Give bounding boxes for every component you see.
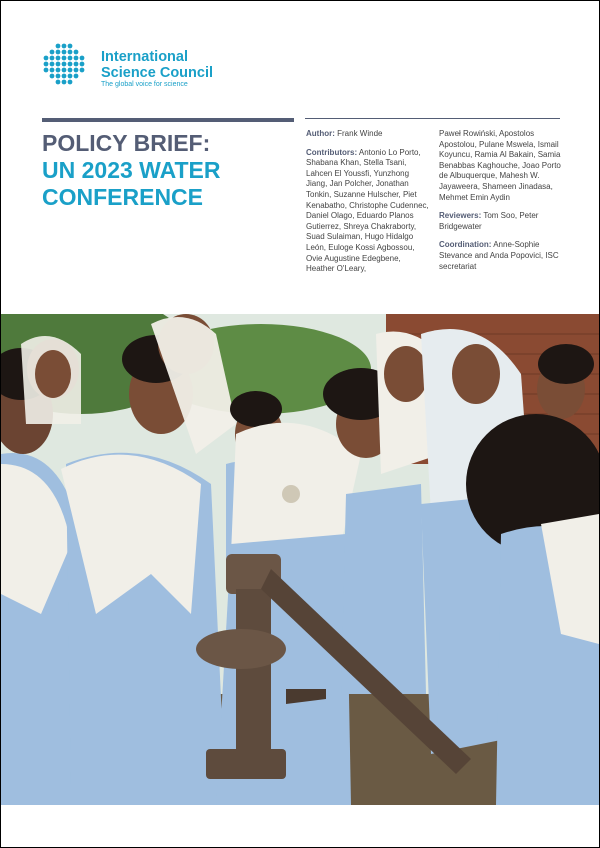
reviewers-names: Tom Soo, Peter Bridgewater: [439, 211, 539, 231]
logo-dot: [68, 56, 73, 61]
logo-dot: [56, 62, 61, 67]
logo-dot: [56, 44, 61, 49]
contributors-continued: [439, 129, 563, 203]
logo-dot: [62, 50, 67, 55]
isc-logo-icon: [42, 42, 86, 86]
logo-dot: [50, 50, 55, 55]
logo-dot: [62, 68, 67, 73]
coordination-label: Coordination:: [439, 240, 492, 250]
title-rule: [42, 118, 294, 122]
logo-dot: [56, 56, 61, 61]
logo-dot: [62, 80, 67, 85]
org-name-line1: International: [101, 49, 189, 65]
title-line1: POLICY BRIEF:: [42, 130, 211, 156]
reviewers-label: Reviewers:: [439, 211, 482, 221]
logo-dot: [56, 80, 61, 85]
credits-column-left: [306, 129, 430, 283]
title-line2: UN 2023 WATER: [42, 157, 221, 183]
title-line3: CONFERENCE: [42, 184, 204, 210]
org-name-line2: Science Council: [101, 65, 214, 81]
logo-dot: [44, 68, 49, 73]
logo-dot: [56, 50, 61, 55]
logo-dot: [62, 56, 67, 61]
logo-dot: [80, 62, 85, 67]
logo-dot: [68, 50, 73, 55]
logo-dot: [62, 62, 67, 67]
logo-dots: [44, 44, 85, 85]
logo-dot: [74, 68, 79, 73]
logo-dot: [62, 74, 67, 79]
logo-dot: [56, 68, 61, 73]
logo-dot: [74, 56, 79, 61]
credits-column-right: [439, 129, 563, 280]
contributors-label: Contributors:: [306, 147, 358, 157]
coordination-line: [439, 240, 563, 272]
logo-dot: [80, 68, 85, 73]
author-label: Author:: [306, 129, 335, 138]
logo-dot: [50, 62, 55, 67]
contributors-list-part2: Paweł Rowiński, Apostolos Apostolou, Pulane Mswela, Ismail Koyuncu, Ramia Al Bakain, Samia Benabbas Kaghouche, Joao Porto de Albuquerque, Mahesh W. Jayaweera, Shameen Jinadasa, Mehmet Emin Aydin: [439, 129, 561, 202]
logo-dot: [50, 74, 55, 79]
logo-dot: [68, 62, 73, 67]
reviewers-line: [439, 211, 563, 232]
logo-dot: [44, 62, 49, 67]
logo-dot: [68, 74, 73, 79]
logo-dot: [68, 68, 73, 73]
org-tagline: The global voice for science: [101, 81, 188, 88]
logo-dot: [44, 56, 49, 61]
page-title: [42, 130, 302, 211]
logo-dot: [74, 62, 79, 67]
contributors-list-part1: Antonio Lo Porto, Shabana Khan, Stella Tsani, Lahcen El Youssfi, Yunzhong Jiang, Jan Polcher, Jonathan Tonkin, Suzanne Hulscher, Piet Kenabatho, Christophe Cudennec, Daniel Olago, Eduardo Planos Gutierrez, Shreya Chakraborty, Suad Sulaiman, Hugo Hidalgo León, Euloge Kossi Agbossou, Ovie Augustine Edegbene, Heather O'Leary,: [306, 147, 429, 274]
author-line: [306, 129, 430, 140]
logo-dot: [62, 44, 67, 49]
logo-dot: [50, 56, 55, 61]
coordination-names: Anne-Sophie Stevance and Anda Popovici, ISC secretariat: [439, 240, 559, 271]
logo-dot: [74, 74, 79, 79]
logo-dot: [56, 74, 61, 79]
logo-dot: [50, 68, 55, 73]
contributors-line: [306, 148, 430, 275]
author-name: Frank Winde: [337, 129, 383, 138]
org-name: [101, 49, 213, 81]
logo-dot: [68, 44, 73, 49]
logo-dot: [68, 80, 73, 85]
cover-photo: [1, 314, 599, 805]
logo-dot: [80, 56, 85, 61]
credits-rule: [305, 118, 560, 119]
logo-dot: [74, 50, 79, 55]
